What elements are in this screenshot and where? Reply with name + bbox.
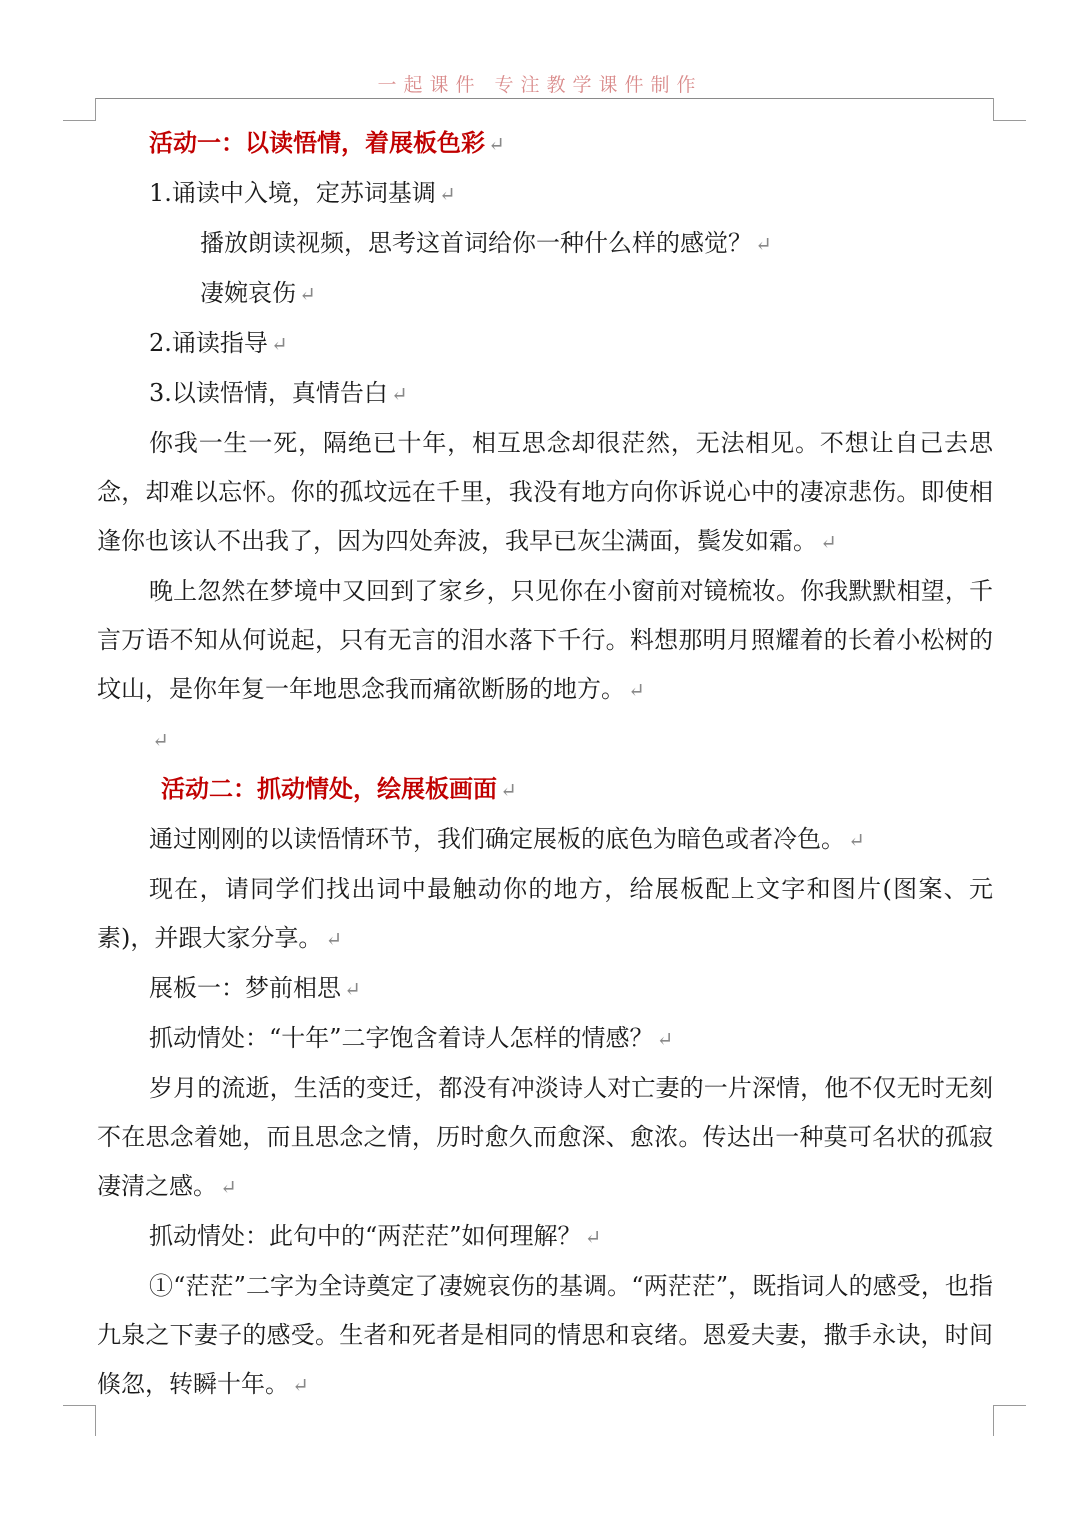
paragraph-translation-2: 晚上忽然在梦境中又回到了家乡，只见你在小窗前对镜梳妆。你我默默相望，千言万语不知从何说起，只有无言的泪水落下千行。料想那明月照耀着的长着小松树的坟山，是你年复一年地思念我而痛欲断肠的地方。 ↵ — [97, 577, 993, 703]
paragraph-translation-1: 你我一生一死，隔绝已十年，相互思念却很茫然，无法相见。不想让自己去思念，却难以忘怀。你的孤坟远在千里，我没有地方向你诉说心中的凄凉悲伤。即使相逢你也该认不出我了，因为四处奔波，我早已灰尘满面，鬓发如霜。 ↵ — [97, 429, 993, 555]
answer-ten-years: 岁月的流逝，生活的变迁，都没有冲淡诗人对亡妻的一片深情，他不仅无时无刻不在思念着她，而且思念之情，历时愈久而愈深、愈浓。传达出一种莫可名状的孤寂凄清之感。 ↵ — [97, 1074, 993, 1200]
paragraph-background-color: 通过刚刚的以读悟情环节，我们确定展板的底色为暗色或者冷色。 ↵ — [149, 825, 865, 853]
section-1-question: 播放朗读视频，思考这首词给你一种什么样的感觉？ ↵ — [200, 229, 772, 257]
corner-mark-top-left — [63, 98, 96, 121]
activity-one-heading: 活动一：以读悟情，着展板色彩 ↵ — [149, 128, 505, 157]
section-1: 1.诵读中入境，定苏词基调 ↵ — [149, 179, 456, 207]
page-header-text: 一起课件 专注教学课件制作 — [377, 74, 703, 96]
paragraph-instruction: 现在，请同学们找出词中最触动你的地方，给展板配上文字和图片(图案、元素)，并跟大家分享。 ↵ — [97, 875, 993, 952]
empty-paragraph: ↵ — [152, 728, 169, 752]
section-2: 2.诵读指导 ↵ — [149, 329, 288, 357]
question-liang-mangmang: 抓动情处：此句中的“两茫茫”如何理解？ ↵ — [149, 1222, 602, 1250]
header-rule — [95, 98, 993, 99]
section-3: 3.以读悟情，真情告白 ↵ — [149, 379, 408, 407]
question-ten-years: 抓动情处：“十年”二字饱含着诗人怎样的情感？ ↵ — [149, 1024, 674, 1052]
document-body — [97, 118, 993, 1410]
panel-one-title: 展板一：梦前相思 ↵ — [149, 974, 361, 1002]
answer-liang-mangmang: ①“茫茫”二字为全诗奠定了凄婉哀伤的基调。“两茫茫”，既指词人的感受，也指九泉之下妻子的感受。生者和死者是相同的情思和哀绪。恩爱夫妻，撒手永诀，时间倏忽，转瞬十年。 ↵ — [97, 1272, 993, 1398]
corner-mark-top-right — [993, 98, 1026, 121]
corner-mark-bottom-right — [993, 1405, 1026, 1436]
activity-two-heading: 活动二：抓动情处，绘展板画面 ↵ — [161, 774, 517, 803]
corner-mark-bottom-left — [63, 1405, 96, 1436]
section-1-answer: 凄婉哀伤 ↵ — [200, 279, 316, 307]
